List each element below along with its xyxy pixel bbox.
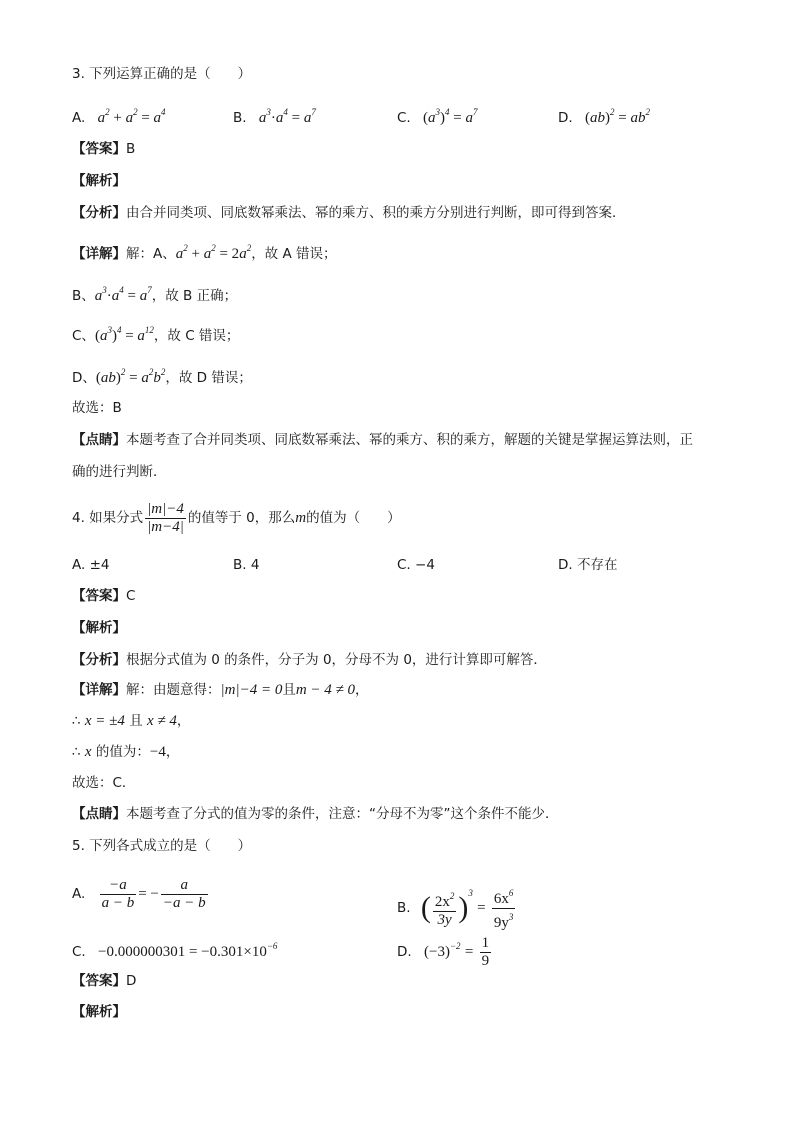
fraction-numerator: 1 [481,934,490,951]
q4-answer [72,586,135,606]
answer-tag: 【答案】 [72,588,126,604]
q3-detail-b: B、$a^3\cdot a^4 = a^7$，故 B 正确； [72,285,238,304]
q4-analysis-tag [72,618,126,638]
stem-variable: m [295,510,307,526]
detail-text: 且 [124,713,147,729]
q5-option-d [397,926,493,972]
detail-text: D、 [72,370,96,386]
q3-option-c: C. $(a^3)^4 = a^7$ [397,107,478,126]
stem-text: 的值为（ ） [306,510,401,526]
detail-text: ，故 D 错误； [165,370,252,386]
option-label: C. [72,944,86,960]
detail-text: B、 [72,288,95,304]
detail-text: ，故 C 错误； [153,328,240,344]
fraction-numerator: 2x [434,893,450,910]
detail-tag: 【详解】 [72,682,126,698]
option-label: A. [72,110,86,126]
detail-math: |m|−4 = 0 [220,682,283,698]
fenxi-text: 根据分式值为 0 的条件，分子为 0，分母不为 0，进行计算即可解答． [126,652,547,668]
exponent: 6 [508,887,514,898]
q4-option-c: C. −4 [397,557,435,573]
fraction-numerator: −a [100,877,137,895]
stem-text: 4. 如果分式 [72,510,144,526]
q5-stem: 5. 下列各式成立的是（ ） [72,838,252,854]
q4-step2 [72,742,179,762]
detail-math: x = ±4 [84,713,125,729]
fraction-denominator: a − b [101,894,135,911]
fraction-denominator: 9y [493,914,509,931]
q5-analysis-tag [72,1002,126,1022]
q5-answer [72,971,136,991]
q4-fenxi [72,650,547,670]
detail-math: x [84,744,92,760]
answer-value: D [126,973,137,989]
therefore-symbol: ∴ [72,744,85,760]
analysis-tag: 【解析】 [72,1004,126,1020]
option-math: (−3) [423,944,450,960]
fraction-denominator: 9 [481,952,490,969]
answer-tag: 【答案】 [72,141,126,157]
q4-stem [72,500,401,536]
stem-text: 的值等于 0，那么 [187,510,296,526]
fraction-numerator: 6x [493,890,509,907]
detail-text: 解：由题意得： [126,682,221,698]
q3-fenxi [72,203,626,223]
detail-math: m − 4 ≠ 0 [295,682,356,698]
q3-answer [72,139,135,159]
option-label: B. [397,900,411,916]
q3-comment-line1 [72,430,693,450]
fenxi-text: 由合并同类项、同底数幂乘法、幂的乘方、积的乘方分别进行判断，即可得到答案． [126,205,626,221]
fraction-denominator: 3y [437,911,452,928]
option-label: B. [233,110,247,126]
q5-a-right-fraction [161,877,208,912]
detail-text: 解：A、 [126,246,176,262]
equals-minus: = − [138,886,159,902]
q4-select: 故选：C． [72,775,136,791]
exponent: −2 [449,941,461,951]
q5-b-inner-fraction [433,888,457,929]
q4-detail [72,680,369,700]
exponent: 3 [508,911,514,922]
q3-option-b: B. $a^3\cdot a^4 = a^7$ [233,107,316,126]
option-label: C. [397,110,411,126]
detail-math: −4 [149,744,166,760]
q5-option-c [72,936,277,962]
detail-tag: 【详解】 [72,246,126,262]
q3-select: 故选：B [72,400,122,416]
q3-option-a: A. $a^2 + a^2 = a^4$ [72,107,166,126]
option-label: A. [72,886,86,902]
q4-fraction [145,501,186,536]
therefore-symbol: ∴ [72,713,85,729]
analysis-tag: 【解析】 [72,173,126,189]
q5-option-b: B. ( $\frac{2x^2}{3y}$ )$^3$ = $\frac{6x^6}{9y^3}$ [397,870,517,932]
fenxi-tag: 【分析】 [72,205,126,221]
q4-comment [72,804,559,824]
detail-math: x ≠ 4 [147,713,177,729]
option-math: −0.000000301 = −0.301×10 [98,944,267,960]
answer-tag: 【答案】 [72,973,126,989]
q5-option-a [72,874,210,914]
equals-sign: = [464,944,474,960]
detail-text: 且 [282,682,296,698]
exponent: 2 [449,890,455,901]
detail-text: ， [165,744,180,760]
outer-exponent: 3 [468,888,473,898]
detail-text: 的值为： [91,744,150,760]
detail-text: ，故 A 错误； [251,246,337,262]
detail-text: ， [355,682,369,698]
option-label: D. [397,944,412,960]
q5-a-left-fraction [100,877,137,912]
q5-b-right-fraction [492,885,516,932]
q3-detail-d: D、$(ab)^2 = a^2b^2$，故 D 错误； [72,367,252,386]
q4-option-b: B. 4 [233,557,260,573]
comment-tag: 【点睛】 [72,432,126,448]
q3-comment-line2: 确的进行判断． [72,464,167,480]
fraction-numerator: a [161,877,208,895]
option-label: D. [558,110,573,126]
fraction-denominator: |m−4| [147,518,184,535]
answer-value: B [126,141,136,157]
detail-text: C、 [72,328,95,344]
detail-text: ， [176,713,191,729]
q4-option-a: A. ±4 [72,557,110,573]
comment-text: 本题考查了分式的值为零的条件，注意：“分母不为零”这个条件不能少． [126,806,559,822]
q3-option-d: D. $(ab)^2 = ab^2$ [558,107,650,126]
exponent: −6 [266,941,278,951]
q5-d-fraction [480,935,492,970]
q4-step1 [72,711,190,731]
equals-sign: = [477,900,486,916]
answer-value: C [126,588,136,604]
comment-tag: 【点睛】 [72,806,126,822]
q3-detail-a: 【详解】解：A、$a^2 + a^2 = 2a^2$，故 A 错误； [72,243,337,262]
q3-detail-c: C、$(a^3)^4 = a^{12}$，故 C 错误； [72,325,240,344]
detail-text: ，故 B 正确； [151,288,238,304]
fraction-denominator: −a − b [162,894,206,911]
fenxi-tag: 【分析】 [72,652,126,668]
fraction-numerator: |m|−4 [147,500,184,517]
q3-stem: 3. 下列运算正确的是（ ） [72,66,252,82]
q3-analysis-tag [72,171,126,191]
analysis-tag: 【解析】 [72,620,126,636]
q4-option-d: D. 不存在 [558,557,618,573]
comment-text: 本题考查了合并同类项、同底数幂乘法、幂的乘方、积的乘方，解题的关键是掌握运算法则，正 [126,432,693,448]
